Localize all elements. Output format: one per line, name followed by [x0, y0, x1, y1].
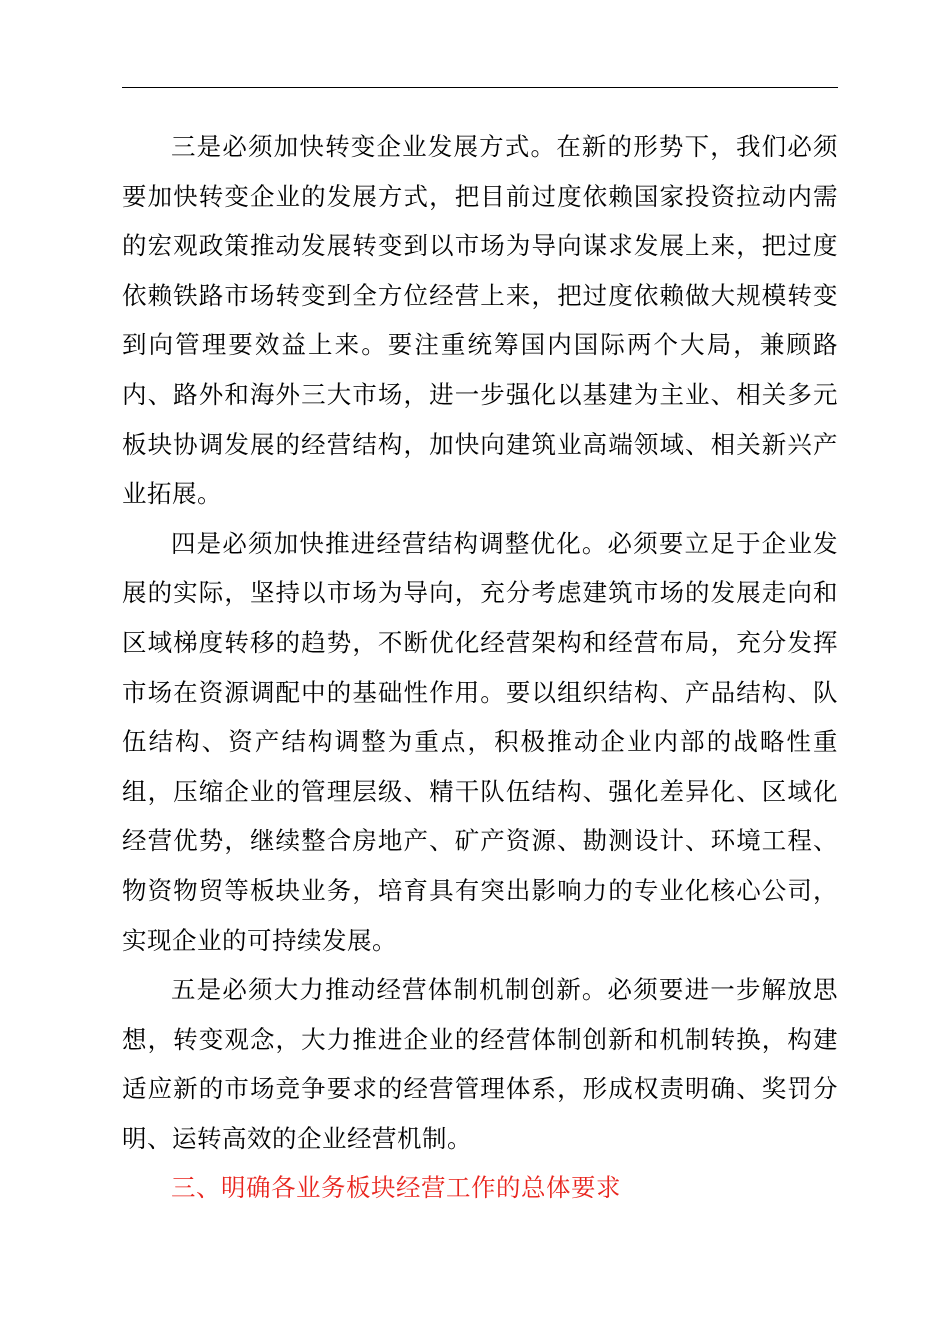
paragraph-four: 四是必须加快推进经营结构调整优化。必须要立足于企业发展的实际，坚持以市场为导向，充分考虑建筑市场的发展走向和区域梯度转移的趋势，不断优化经营架构和经营布局，充分发挥市场在资源调配中的基础性作用。要以组织结构、产品结构、队伍结构、资产结构调整为重点，积极推动企业内部的战略性重组，压缩企业的管理层级、精干队伍结构、强化差异化、区域化经营优势，继续整合房地产、矿产资源、勘测设计、环境工程、物资物贸等板块业务，培育具有突出影响力的专业化核心公司，实现企业的可持续发展。 — [122, 528, 838, 955]
document-body — [122, 122, 838, 1213]
paragraph-three: 三是必须加快转变企业发展方式。在新的形势下，我们必须要加快转变企业的发展方式，把目前过度依赖国家投资拉动内需的宏观政策推动发展转变到以市场为导向谋求发展上来，把过度依赖铁路市场转变到全方位经营上来，把过度依赖做大规模转变到向管理要效益上来。要注重统筹国内国际两个大局，兼顾路内、路外和海外三大市场，进一步强化以基建为主业、相关多元板块协调发展的经营结构，加快向建筑业高端领域、相关新兴产业拓展。 — [122, 132, 838, 509]
section-heading: 三、明确各业务板块经营工作的总体要求 — [171, 1173, 621, 1203]
paragraph-five: 五是必须大力推动经营体制机制创新。必须要进一步解放思想，转变观念，大力推进企业的经营体制创新和机制转换，构建适应新的市场竞争要求的经营管理体系，形成权责明确、奖罚分明、运转高效的企业经营机制。 — [122, 975, 838, 1153]
header-rule — [122, 87, 838, 88]
